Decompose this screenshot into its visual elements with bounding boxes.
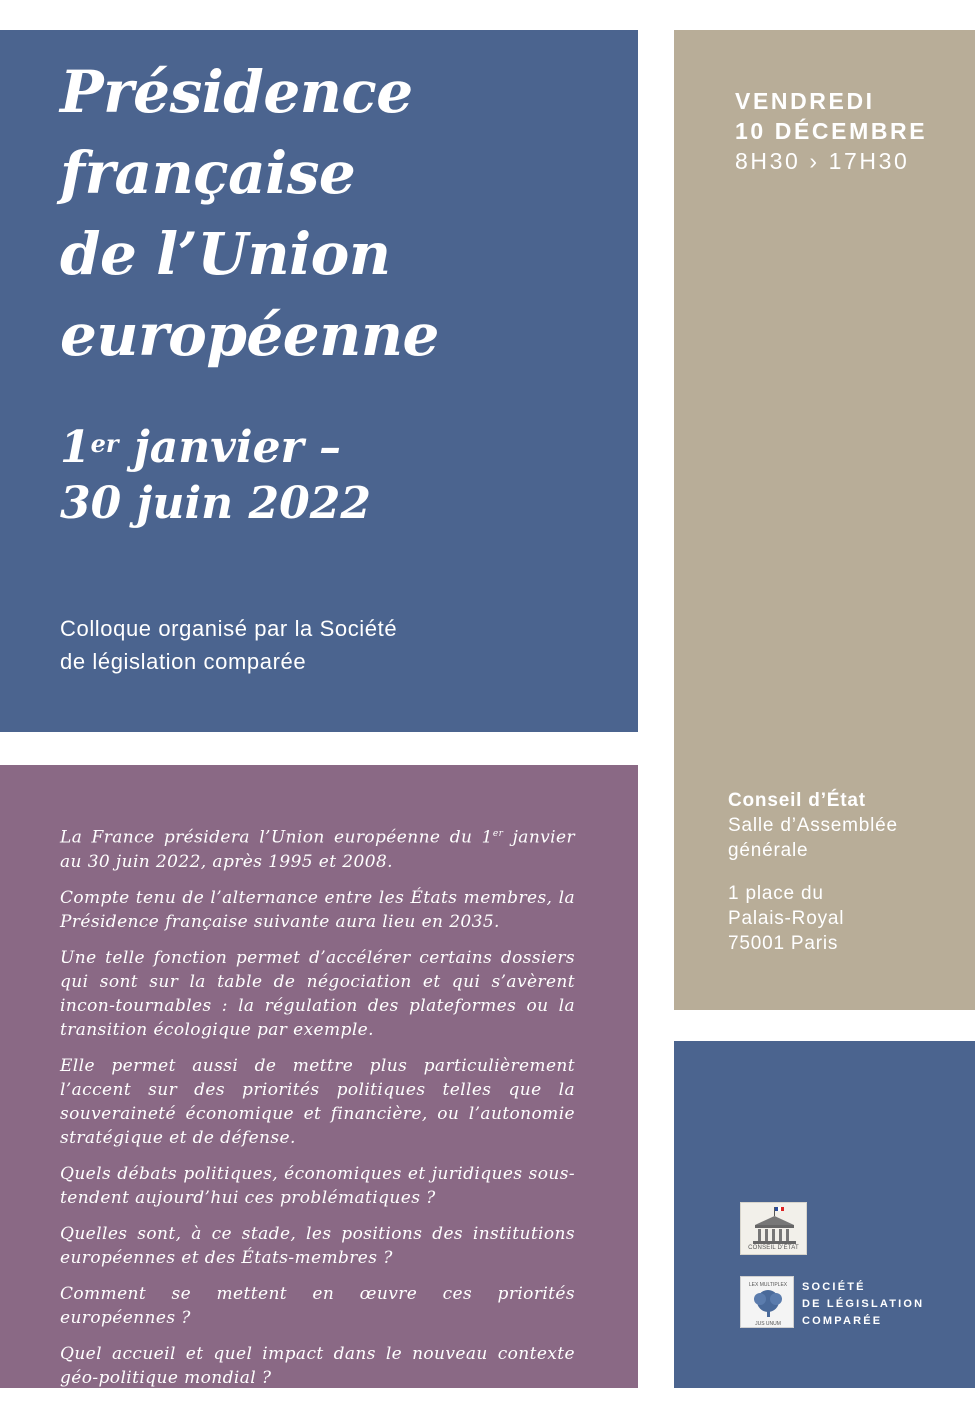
dates-line-2: 30 juin 2022 [60, 478, 371, 529]
svg-text:LEX MULTIPLEX: LEX MULTIPLEX [748, 1282, 788, 1288]
venue-room: Salle d’Assemblée [728, 815, 898, 836]
slc-line: SOCIÉTÉ [802, 1281, 866, 1293]
presidency-dates [60, 420, 371, 532]
paragraph: Elle permet aussi de mettre plus particulièrement l’accent sur des priorités politiques telles que la souveraineté économique et financière, ou l’autonomie stratégique et de défense. [60, 1055, 575, 1148]
title-line: française [60, 139, 356, 207]
title-line: européenne [60, 301, 439, 369]
subtitle-line: Colloque organisé par la Société [60, 616, 398, 641]
organizer-subtitle [60, 612, 397, 678]
paragraph: La France présidera l’Union européenne du 1er janvier au 30 juin 2022, après 1995 et 2008. [60, 827, 575, 872]
paragraph: Une telle fonction permet d’accélérer certains dossiers qui sont sur la table de négociation et qui s’avèrent incon-tournables : la régulation des plateformes ou la transition écologique par exemple. [60, 947, 575, 1040]
description-text [60, 822, 575, 1402]
paragraph: Comment se mettent en œuvre ces priorités européennes ? [60, 1283, 575, 1328]
title-line: Présidence [60, 58, 413, 126]
event-day: VENDREDI [735, 88, 875, 114]
dates-line-1: 1er janvier – [60, 422, 342, 473]
venue-address: 1 place du [728, 883, 824, 904]
slc-line: COMPARÉE [802, 1315, 883, 1327]
slc-logo [740, 1276, 794, 1328]
page-title [60, 52, 439, 376]
conseil-etat-caption: CONSEIL D’ÉTAT [748, 1245, 799, 1251]
paragraph: Compte tenu de l’alternance entre les États membres, la Présidence française suivante aura lieu en 2035. [60, 887, 575, 932]
subtitle-line: de législation comparée [60, 649, 307, 674]
slc-line: DE LÉGISLATION [802, 1298, 925, 1310]
svg-text:JUS UNUM: JUS UNUM [755, 1321, 781, 1327]
slc-name [802, 1279, 924, 1330]
venue-name: Conseil d’État [728, 790, 866, 811]
event-time: 8H30 › 17H30 [735, 148, 910, 174]
tree-icon [741, 1277, 795, 1329]
event-date: 10 DÉCEMBRE [735, 118, 928, 144]
title-line: de l’Union [60, 220, 391, 288]
conseil-etat-logo [740, 1202, 807, 1255]
venue-address: 75001 Paris [728, 933, 839, 954]
paragraph: Quel accueil et quel impact dans le nouveau contexte géo-politique mondial ? [60, 1343, 575, 1388]
paragraph: Quels débats politiques, économiques et juridiques sous-tendent aujourd’hui ces problématiques ? [60, 1163, 575, 1208]
logo-panel [674, 1041, 975, 1388]
event-datetime [735, 86, 927, 176]
event-venue [728, 788, 898, 956]
paragraph: Quelles sont, à ce stade, les positions des institutions européennes et des États-membres ? [60, 1223, 575, 1268]
venue-room: générale [728, 840, 809, 861]
venue-address: Palais-Royal [728, 908, 845, 929]
